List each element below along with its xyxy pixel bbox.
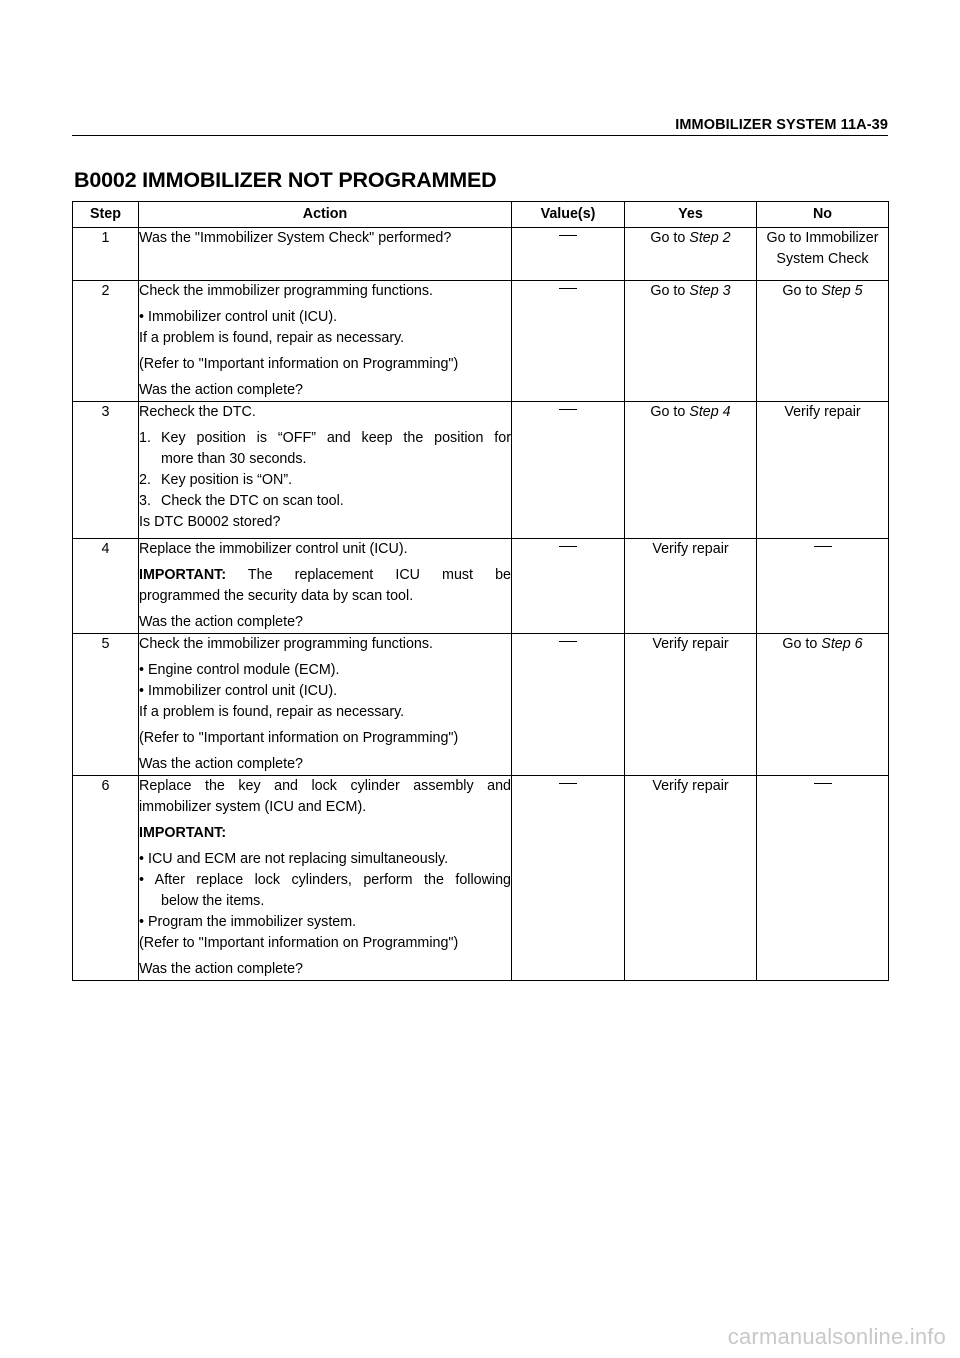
dash-mark	[559, 235, 577, 236]
no-prefix: Go to	[782, 636, 822, 652]
action-important-line	[139, 565, 511, 586]
yes-cell	[625, 281, 757, 402]
action-line: Is DTC B0002 stored?	[139, 514, 281, 530]
action-line: more than 30 seconds.	[161, 451, 307, 467]
no-cell	[757, 776, 889, 981]
action-bullet: • After replace lock cylinders, perform the following	[139, 872, 511, 888]
action-cell	[139, 539, 512, 634]
no-line: Go to Immobilizer	[766, 230, 879, 246]
action-bullet: • Immobilizer control unit (ICU).	[139, 309, 338, 325]
list-number: 3.	[139, 493, 151, 509]
column-header-action: Action	[139, 202, 512, 228]
action-text: Check the DTC on scan tool.	[161, 493, 344, 509]
action-numbered-line	[139, 428, 511, 449]
no-cell	[757, 634, 889, 776]
action-line: Was the action complete?	[139, 756, 303, 772]
dash-mark	[559, 288, 577, 289]
step-number: 5	[73, 634, 139, 776]
column-header-yes: Yes	[625, 202, 757, 228]
yes-prefix: Go to	[650, 283, 690, 299]
step-number: 1	[73, 228, 139, 281]
table-row	[73, 402, 889, 539]
dash-mark	[559, 783, 577, 784]
table-row	[73, 228, 889, 281]
action-line: Replace the key and lock cylinder assembly and	[139, 778, 511, 794]
page-title: B0002 IMMOBILIZER NOT PROGRAMMED	[74, 168, 497, 192]
table-row	[73, 281, 889, 402]
column-header-step: Step	[73, 202, 139, 228]
table-row	[73, 776, 889, 981]
important-label: IMPORTANT:	[139, 825, 227, 841]
action-cell	[139, 228, 512, 281]
action-line: Was the "Immobilizer System Check" performed?	[139, 230, 452, 246]
action-line: Was the action complete?	[139, 614, 303, 630]
action-line: Recheck the DTC.	[139, 404, 256, 420]
action-bullet: • Program the immobilizer system.	[139, 914, 357, 930]
value-cell	[512, 228, 625, 281]
action-numbered-line	[139, 491, 511, 512]
column-header-values: Value(s)	[512, 202, 625, 228]
dash-mark	[814, 546, 832, 547]
dash-mark	[559, 409, 577, 410]
no-step-ref: Step 6	[821, 636, 863, 652]
page-header: IMMOBILIZER SYSTEM 11A-39	[675, 117, 888, 133]
action-line: programmed the security data by scan tool.	[139, 588, 414, 604]
no-cell	[757, 281, 889, 402]
table-row	[73, 634, 889, 776]
yes-cell: Verify repair	[625, 776, 757, 981]
step-number: 6	[73, 776, 139, 981]
yes-cell	[625, 228, 757, 281]
step-number: 2	[73, 281, 139, 402]
no-prefix: Go to	[782, 283, 822, 299]
yes-cell: Verify repair	[625, 634, 757, 776]
action-line: Check the immobilizer programming functions.	[139, 283, 433, 299]
yes-cell	[625, 402, 757, 539]
no-cell	[757, 539, 889, 634]
yes-step-ref: Step 4	[689, 404, 731, 420]
action-line: Was the action complete?	[139, 961, 303, 977]
action-line: (Refer to "Important information on Programming")	[139, 356, 459, 372]
value-cell	[512, 776, 625, 981]
action-line: (Refer to "Important information on Programming")	[139, 935, 459, 951]
action-cell	[139, 402, 512, 539]
no-cell	[757, 228, 889, 281]
table-row	[73, 539, 889, 634]
action-cell	[139, 634, 512, 776]
step-number: 4	[73, 539, 139, 634]
value-cell	[512, 402, 625, 539]
list-number: 1.	[139, 430, 151, 446]
action-line: Replace the immobilizer control unit (ICU).	[139, 541, 408, 557]
action-cell	[139, 281, 512, 402]
action-numbered-line	[139, 470, 511, 491]
column-header-no: No	[757, 202, 889, 228]
action-line: (Refer to "Important information on Programming")	[139, 730, 459, 746]
list-number: 2.	[139, 472, 151, 488]
action-line: Was the action complete?	[139, 382, 303, 398]
action-cell	[139, 776, 512, 981]
action-bullet: • Immobilizer control unit (ICU).	[139, 683, 338, 699]
dash-mark	[559, 546, 577, 547]
yes-prefix: Go to	[650, 230, 690, 246]
action-important-line	[139, 823, 511, 844]
action-line: Check the immobilizer programming functions.	[139, 636, 433, 652]
step-number: 3	[73, 402, 139, 539]
action-bullet: • Engine control module (ECM).	[139, 662, 340, 678]
action-bullet: • ICU and ECM are not replacing simultaneously.	[139, 851, 449, 867]
action-line: immobilizer system (ICU and ECM).	[139, 799, 367, 815]
value-cell	[512, 281, 625, 402]
dash-mark	[559, 641, 577, 642]
watermark: carmanualsonline.info	[727, 1324, 946, 1349]
dash-mark	[814, 783, 832, 784]
action-line: If a problem is found, repair as necessary.	[139, 330, 405, 346]
action-line: If a problem is found, repair as necessary.	[139, 704, 405, 720]
yes-step-ref: Step 3	[689, 283, 731, 299]
action-text: Key position is “ON”.	[161, 472, 293, 488]
diagnostic-table	[72, 201, 889, 981]
no-step-ref: Step 5	[821, 283, 863, 299]
yes-step-ref: Step 2	[689, 230, 731, 246]
important-label: IMPORTANT:	[139, 567, 227, 583]
action-line: below the items.	[161, 893, 265, 909]
header-rule	[72, 135, 888, 136]
action-text: Key position is “OFF” and keep the position for	[161, 430, 511, 446]
no-line: System Check	[776, 251, 869, 267]
yes-prefix: Go to	[650, 404, 690, 420]
value-cell	[512, 539, 625, 634]
action-text: The replacement ICU must be	[226, 567, 511, 583]
no-cell: Verify repair	[757, 402, 889, 539]
value-cell	[512, 634, 625, 776]
yes-cell: Verify repair	[625, 539, 757, 634]
table-header-row	[73, 202, 889, 228]
